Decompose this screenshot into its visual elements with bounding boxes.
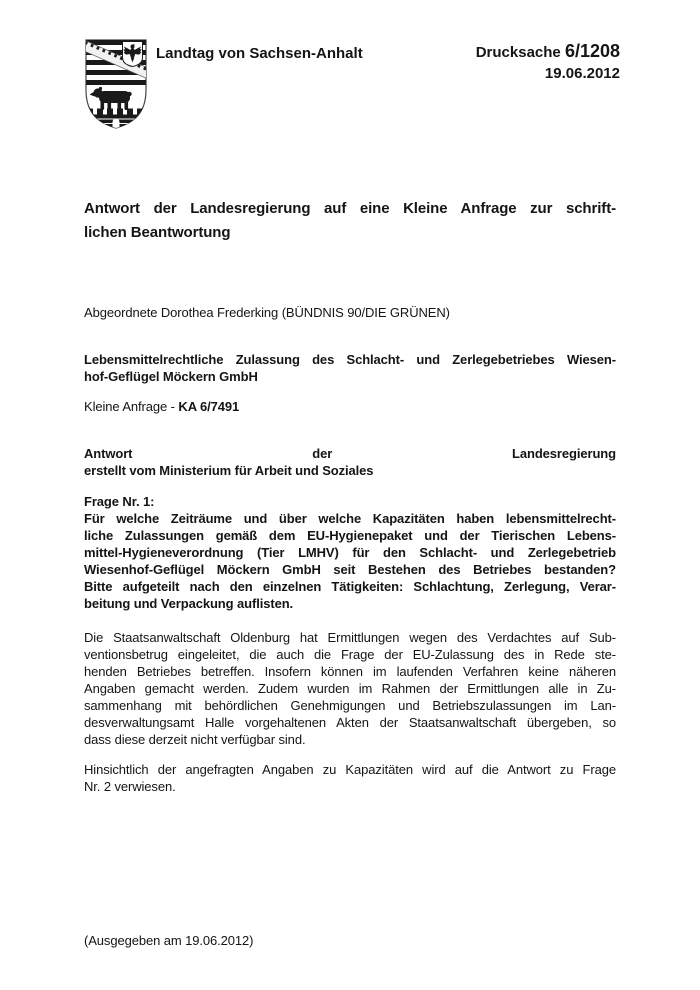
question-text [84,510,616,612]
text-line: erstellt vom Ministerium für Arbeit und Soziales [84,463,374,478]
text-line: Lebensmittelrechtliche Zulassung des Schlacht- und Zerlegebetriebes Wiesen- [84,352,616,367]
text-line: desverwaltungsamt Halle vorgehaltenen Akten der Staatsanwaltschaft übergeben, so [84,715,616,730]
document-header [84,38,620,130]
text-line: Antwort der Landesregierung [84,446,616,461]
text-line: Nr. 2 verwiesen. [84,779,176,794]
answer-header [84,445,616,479]
text-line: lichen Beantwortung [84,224,231,241]
eagle-icon [123,42,143,67]
document-number-line [476,41,620,62]
text-line: Angaben gemacht werden. Zudem wurden im Rahmen der Ermittlungen alle in Zu- [84,681,616,696]
text-line: Antwort der Landesregierung auf eine Kleine Anfrage zur schrift- [84,200,616,217]
question-block [84,493,616,612]
document-date: 19.06.2012 [544,65,620,82]
document-number: 6/1208 [564,41,620,61]
issued-date-line: (Ausgegeben am 19.06.2012) [84,933,254,948]
text-line: dass diese derzeit nicht verfügbar sind. [84,732,306,747]
request-reference [84,398,616,415]
text-line: Wiesenhof-Geflügel Möckern GmbH seit Bestehen des Betriebes bestanden? [84,562,616,577]
text-line: Hinsichtlich der angefragten Angaben zu Kapazitäten wird auf die Antwort zu Frage [84,762,616,777]
page-title [84,197,616,245]
text-line: henden Betriebes betreffen. Insofern können im laufenden Verfahren keine näheren [84,664,616,679]
text-line: sammenhang mit behördlichen Genehmigungen und Betriebszulassungen im Lan- [84,698,616,713]
text-line: liche Zulassungen gemäß dem EU-Hygienepaket und der Tierischen Lebens- [84,528,616,543]
text-line: Für welche Zeiträume und über welche Kapazitäten haben lebensmittelrecht- [84,511,616,526]
parliament-name: Landtag von Sachsen-Anhalt [156,45,363,62]
answer-paragraph-1 [84,629,616,748]
text-line: Bitte aufgeteilt nach den einzelnen Tätigkeiten: Schlachtung, Zerlegung, Verar- [84,579,616,594]
request-label: Kleine Anfrage - [84,399,179,414]
text-line: beitung und Verpackung auflisten. [84,596,294,611]
sachsen-anhalt-coat-of-arms-icon [84,38,148,130]
mp-attribution: Abgeordnete Dorothea Frederking (BÜNDNIS 90/DIE GRÜNEN) [84,305,450,320]
document-info [476,41,620,82]
coat-of-arms-svg [84,38,148,130]
document-label: Drucksache [475,44,561,61]
text-line: ventionsbetrug eingeleitet, die auch die Frage der EU-Zulassung des in Rede ste- [84,647,616,662]
text-line: hof-Geflügel Möckern GmbH [84,369,258,384]
request-number: KA 6/7491 [178,399,240,414]
answer-paragraph-2 [84,761,616,795]
text-line: Die Staatsanwaltschaft Oldenburg hat Ermittlungen wegen des Verdachtes auf Sub- [84,630,616,645]
text-line: mittel-Hygieneverordnung (Tier LMHV) für den Schlacht- und Zerlegebetrieb [84,545,616,560]
question-heading: Frage Nr. 1: [84,494,155,509]
subject-heading [84,351,616,385]
